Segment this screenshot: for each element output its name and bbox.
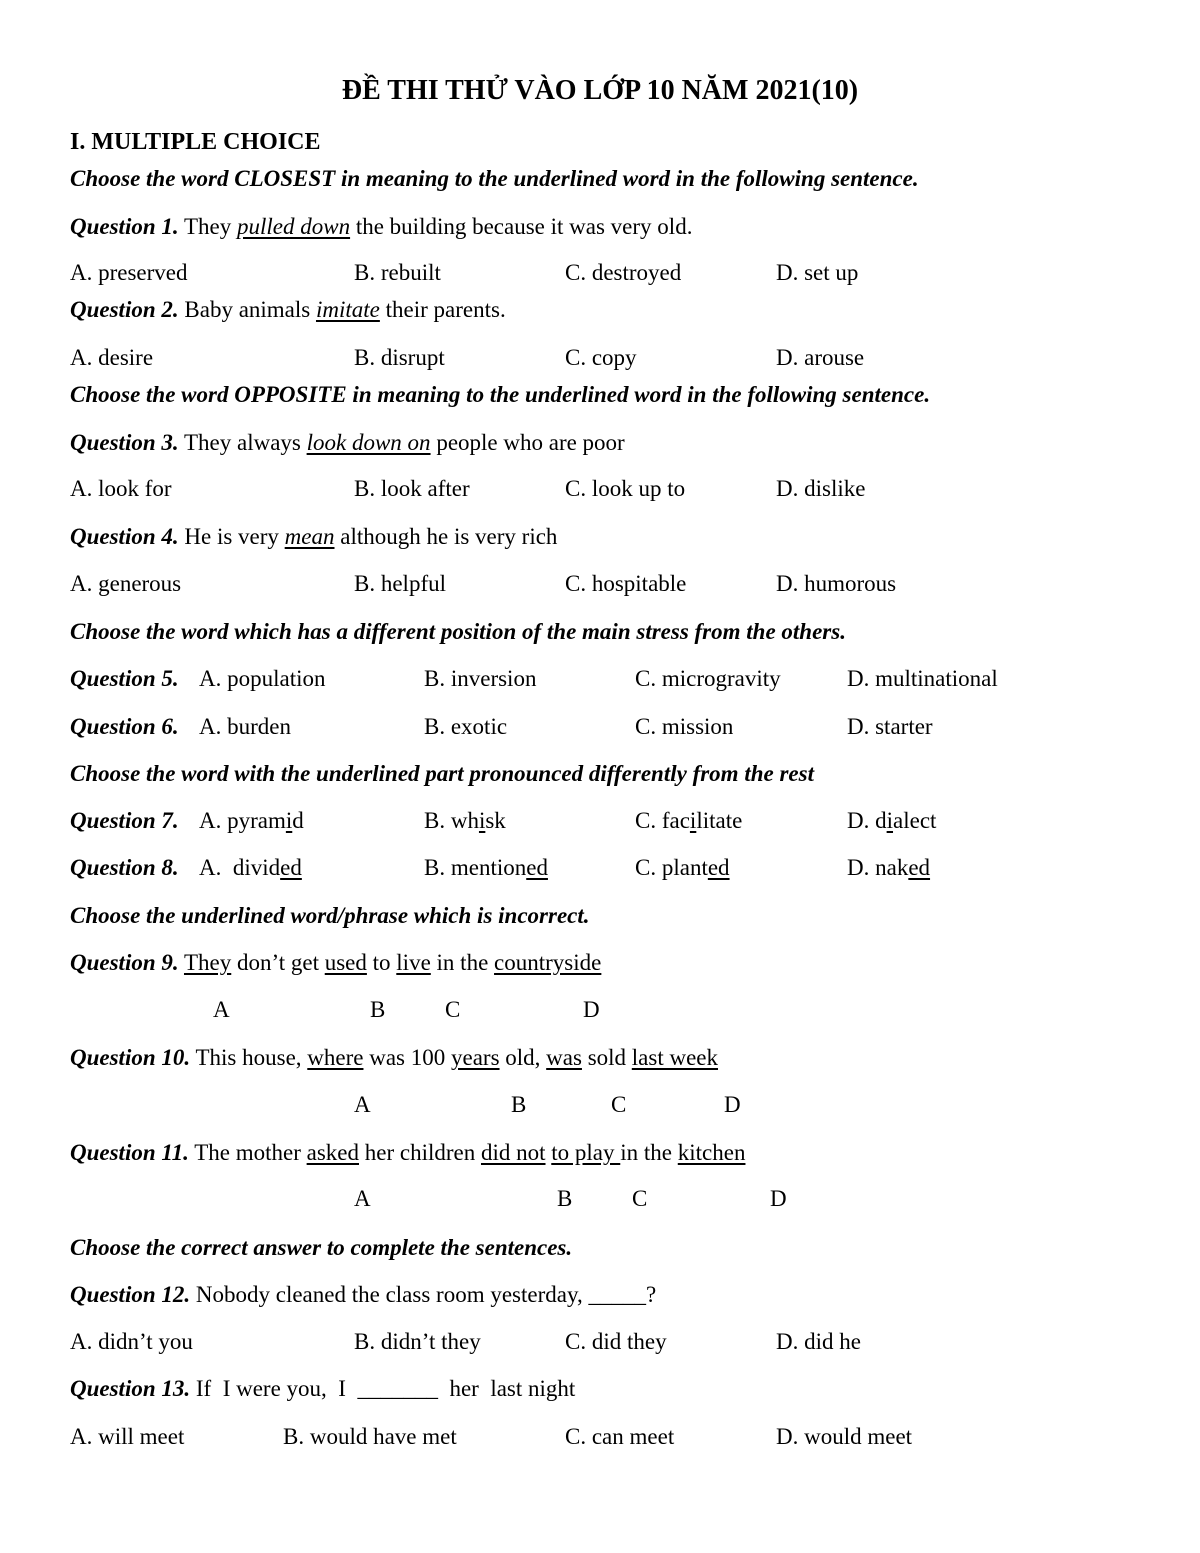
option-d[interactable]: D. multinational xyxy=(847,666,998,691)
question-12 xyxy=(70,1281,656,1309)
question-label: Question 11. xyxy=(70,1140,189,1165)
question-label: Question 6. xyxy=(70,714,179,739)
page-title: ĐỀ THI THỬ VÀO LỚP 10 NĂM 2021(10) xyxy=(341,75,859,106)
question-text: Nobody cleaned the class room yesterday, _____? xyxy=(190,1282,657,1307)
option-d[interactable]: D. dislike xyxy=(776,476,866,501)
instruction-closest: Choose the word CLOSEST in meaning to the underlined word in the following sentence. xyxy=(70,166,919,191)
option-c[interactable]: C. can meet xyxy=(565,1424,675,1449)
option-text: A. divid xyxy=(199,855,281,880)
question-label: Question 4. xyxy=(70,524,179,549)
answer-letter-b[interactable]: B xyxy=(557,1186,573,1211)
underlined-letters: ed xyxy=(707,855,730,880)
underlined-part-c: to play xyxy=(551,1140,621,1165)
question-text: the building because it was very old. xyxy=(350,214,693,239)
option-a[interactable]: A. desire xyxy=(70,345,154,370)
option-d[interactable] xyxy=(847,854,930,882)
underlined-part-a: asked xyxy=(306,1140,359,1165)
option-c[interactable]: C. mission xyxy=(635,714,734,739)
option-b[interactable]: B. exotic xyxy=(424,714,508,739)
option-c[interactable]: C. copy xyxy=(565,345,637,370)
question-text: This house, xyxy=(190,1045,308,1070)
option-c[interactable]: C. destroyed xyxy=(565,260,682,285)
option-d[interactable]: D. starter xyxy=(847,714,933,739)
question-1 xyxy=(70,213,692,241)
option-a[interactable] xyxy=(199,854,302,882)
option-d[interactable]: D. would meet xyxy=(776,1424,913,1449)
question-label: Question 8. xyxy=(70,855,179,880)
question-label: Question 12. xyxy=(70,1282,191,1307)
option-a[interactable] xyxy=(199,807,304,835)
option-c[interactable]: C. did they xyxy=(565,1329,667,1354)
question-text: They always xyxy=(178,430,307,455)
question-text: If I were you, I _______ her last night xyxy=(190,1376,576,1401)
question-text: their parents. xyxy=(379,297,506,322)
question-label: Question 7. xyxy=(70,808,179,833)
answer-letter-c[interactable]: C xyxy=(445,997,461,1022)
option-a[interactable]: A. burden xyxy=(199,714,291,739)
underlined-letters: i xyxy=(478,808,486,833)
option-text: d xyxy=(292,808,304,833)
question-text: don’t get xyxy=(231,950,325,975)
option-d[interactable]: D. set up xyxy=(776,260,859,285)
option-a[interactable]: A. look for xyxy=(70,476,172,501)
underlined-part-c: was xyxy=(546,1045,582,1070)
question-text: in the xyxy=(430,950,495,975)
instruction-incorrect: Choose the underlined word/phrase which is incorrect. xyxy=(70,903,590,928)
question-text: Baby animals xyxy=(178,297,316,322)
option-b[interactable]: B. would have met xyxy=(283,1424,457,1449)
question-text: They xyxy=(178,214,237,239)
section-heading: I. MULTIPLE CHOICE xyxy=(70,129,321,155)
option-c[interactable]: C. hospitable xyxy=(565,571,687,596)
question-text: sold xyxy=(581,1045,632,1070)
underlined-word: mean xyxy=(284,524,335,549)
underlined-letters: ed xyxy=(526,855,548,880)
option-text: D. nak xyxy=(847,855,909,880)
underlined-part-d: kitchen xyxy=(677,1140,746,1165)
underlined-word: look down on xyxy=(306,430,431,455)
option-text: alect xyxy=(893,808,937,833)
question-label: Question 2. xyxy=(70,297,179,322)
option-b[interactable]: B. look after xyxy=(354,476,470,501)
option-b[interactable]: B. inversion xyxy=(424,666,537,691)
question-10 xyxy=(70,1044,718,1072)
option-text: D. d xyxy=(847,808,887,833)
question-9 xyxy=(70,949,601,977)
underlined-letters: ed xyxy=(280,855,302,880)
option-c[interactable] xyxy=(635,807,742,835)
option-a[interactable]: A. preserved xyxy=(70,260,188,285)
question-text: people who are poor xyxy=(430,430,625,455)
option-text: B. mention xyxy=(424,855,527,880)
answer-letter-a[interactable]: A xyxy=(354,1092,371,1117)
answer-letter-b[interactable]: B xyxy=(370,997,386,1022)
question-label: Question 10. xyxy=(70,1045,191,1070)
option-c[interactable] xyxy=(635,854,730,882)
question-label: Question 3. xyxy=(70,430,179,455)
answer-letter-d[interactable]: D xyxy=(724,1092,741,1117)
option-b[interactable] xyxy=(424,854,548,882)
option-text: A. pyram xyxy=(199,808,286,833)
instruction-complete: Choose the correct answer to complete the sentences. xyxy=(70,1235,573,1260)
question-text: her children xyxy=(359,1140,481,1165)
question-text: old, xyxy=(499,1045,547,1070)
option-d[interactable] xyxy=(847,807,936,835)
option-text: B. wh xyxy=(424,808,479,833)
option-b[interactable]: B. didn’t they xyxy=(354,1329,481,1354)
question-3 xyxy=(70,429,625,457)
answer-letter-a[interactable]: A xyxy=(354,1186,371,1211)
option-text: litate xyxy=(696,808,743,833)
question-label: Question 13. xyxy=(70,1376,191,1401)
underlined-part-a: They xyxy=(183,950,232,975)
option-b[interactable] xyxy=(424,807,506,835)
option-d[interactable]: D. humorous xyxy=(776,571,897,596)
answer-letter-b[interactable]: B xyxy=(511,1092,527,1117)
answer-letter-a[interactable]: A xyxy=(213,997,230,1022)
question-label: Question 9. xyxy=(70,950,179,975)
question-text: He is very xyxy=(178,524,285,549)
option-c[interactable]: C. microgravity xyxy=(635,666,781,691)
instruction-stress: Choose the word which has a different position of the main stress from the others. xyxy=(70,619,846,644)
question-2 xyxy=(70,296,506,324)
question-13 xyxy=(70,1375,575,1403)
answer-letter-c[interactable]: C xyxy=(632,1186,648,1211)
option-d[interactable]: D. arouse xyxy=(776,345,865,370)
question-4 xyxy=(70,523,557,551)
underlined-letters: i xyxy=(886,808,894,833)
underlined-part-a: where xyxy=(307,1045,364,1070)
question-11 xyxy=(70,1139,745,1167)
option-b[interactable]: B. disrupt xyxy=(354,345,445,370)
underlined-part-d: last week xyxy=(631,1045,719,1070)
option-d[interactable]: D. did he xyxy=(776,1329,861,1354)
underlined-part-c: live xyxy=(396,950,431,975)
question-text: in the xyxy=(620,1140,678,1165)
underlined-part-b: used xyxy=(324,950,367,975)
question-text: The mother xyxy=(188,1140,307,1165)
instruction-pronounce: Choose the word with the underlined part pronounced differently from the rest xyxy=(70,761,814,786)
underlined-part-b: years xyxy=(451,1045,500,1070)
question-text: was 100 xyxy=(363,1045,451,1070)
option-text: sk xyxy=(485,808,506,833)
underlined-part-b: did not xyxy=(480,1140,546,1165)
underlined-word: pulled down xyxy=(236,214,351,239)
answer-letter-c[interactable]: C xyxy=(611,1092,627,1117)
option-c[interactable]: C. look up to xyxy=(565,476,686,501)
option-text: C. fac xyxy=(635,808,690,833)
underlined-letters: i xyxy=(689,808,697,833)
option-b[interactable]: B. rebuilt xyxy=(354,260,441,285)
option-a[interactable]: A. will meet xyxy=(70,1424,185,1449)
option-a[interactable]: A. population xyxy=(199,666,326,691)
underlined-letters: ed xyxy=(908,855,931,880)
option-b[interactable]: B. helpful xyxy=(354,571,446,596)
underlined-part-d: countryside xyxy=(494,950,602,975)
option-a[interactable]: A. didn’t you xyxy=(70,1329,193,1354)
question-text: although he is very rich xyxy=(334,524,558,549)
option-a[interactable]: A. generous xyxy=(70,571,182,596)
answer-letter-d[interactable]: D xyxy=(583,997,600,1022)
underlined-letters: i xyxy=(285,808,293,833)
underlined-word: imitate xyxy=(315,297,380,322)
answer-letter-d[interactable]: D xyxy=(770,1186,787,1211)
instruction-opposite: Choose the word OPPOSITE in meaning to the underlined word in the following sentence. xyxy=(70,382,931,407)
question-label: Question 1. xyxy=(70,214,179,239)
question-label: Question 5. xyxy=(70,666,179,691)
question-text: to xyxy=(366,950,397,975)
option-text: C. plant xyxy=(635,855,708,880)
